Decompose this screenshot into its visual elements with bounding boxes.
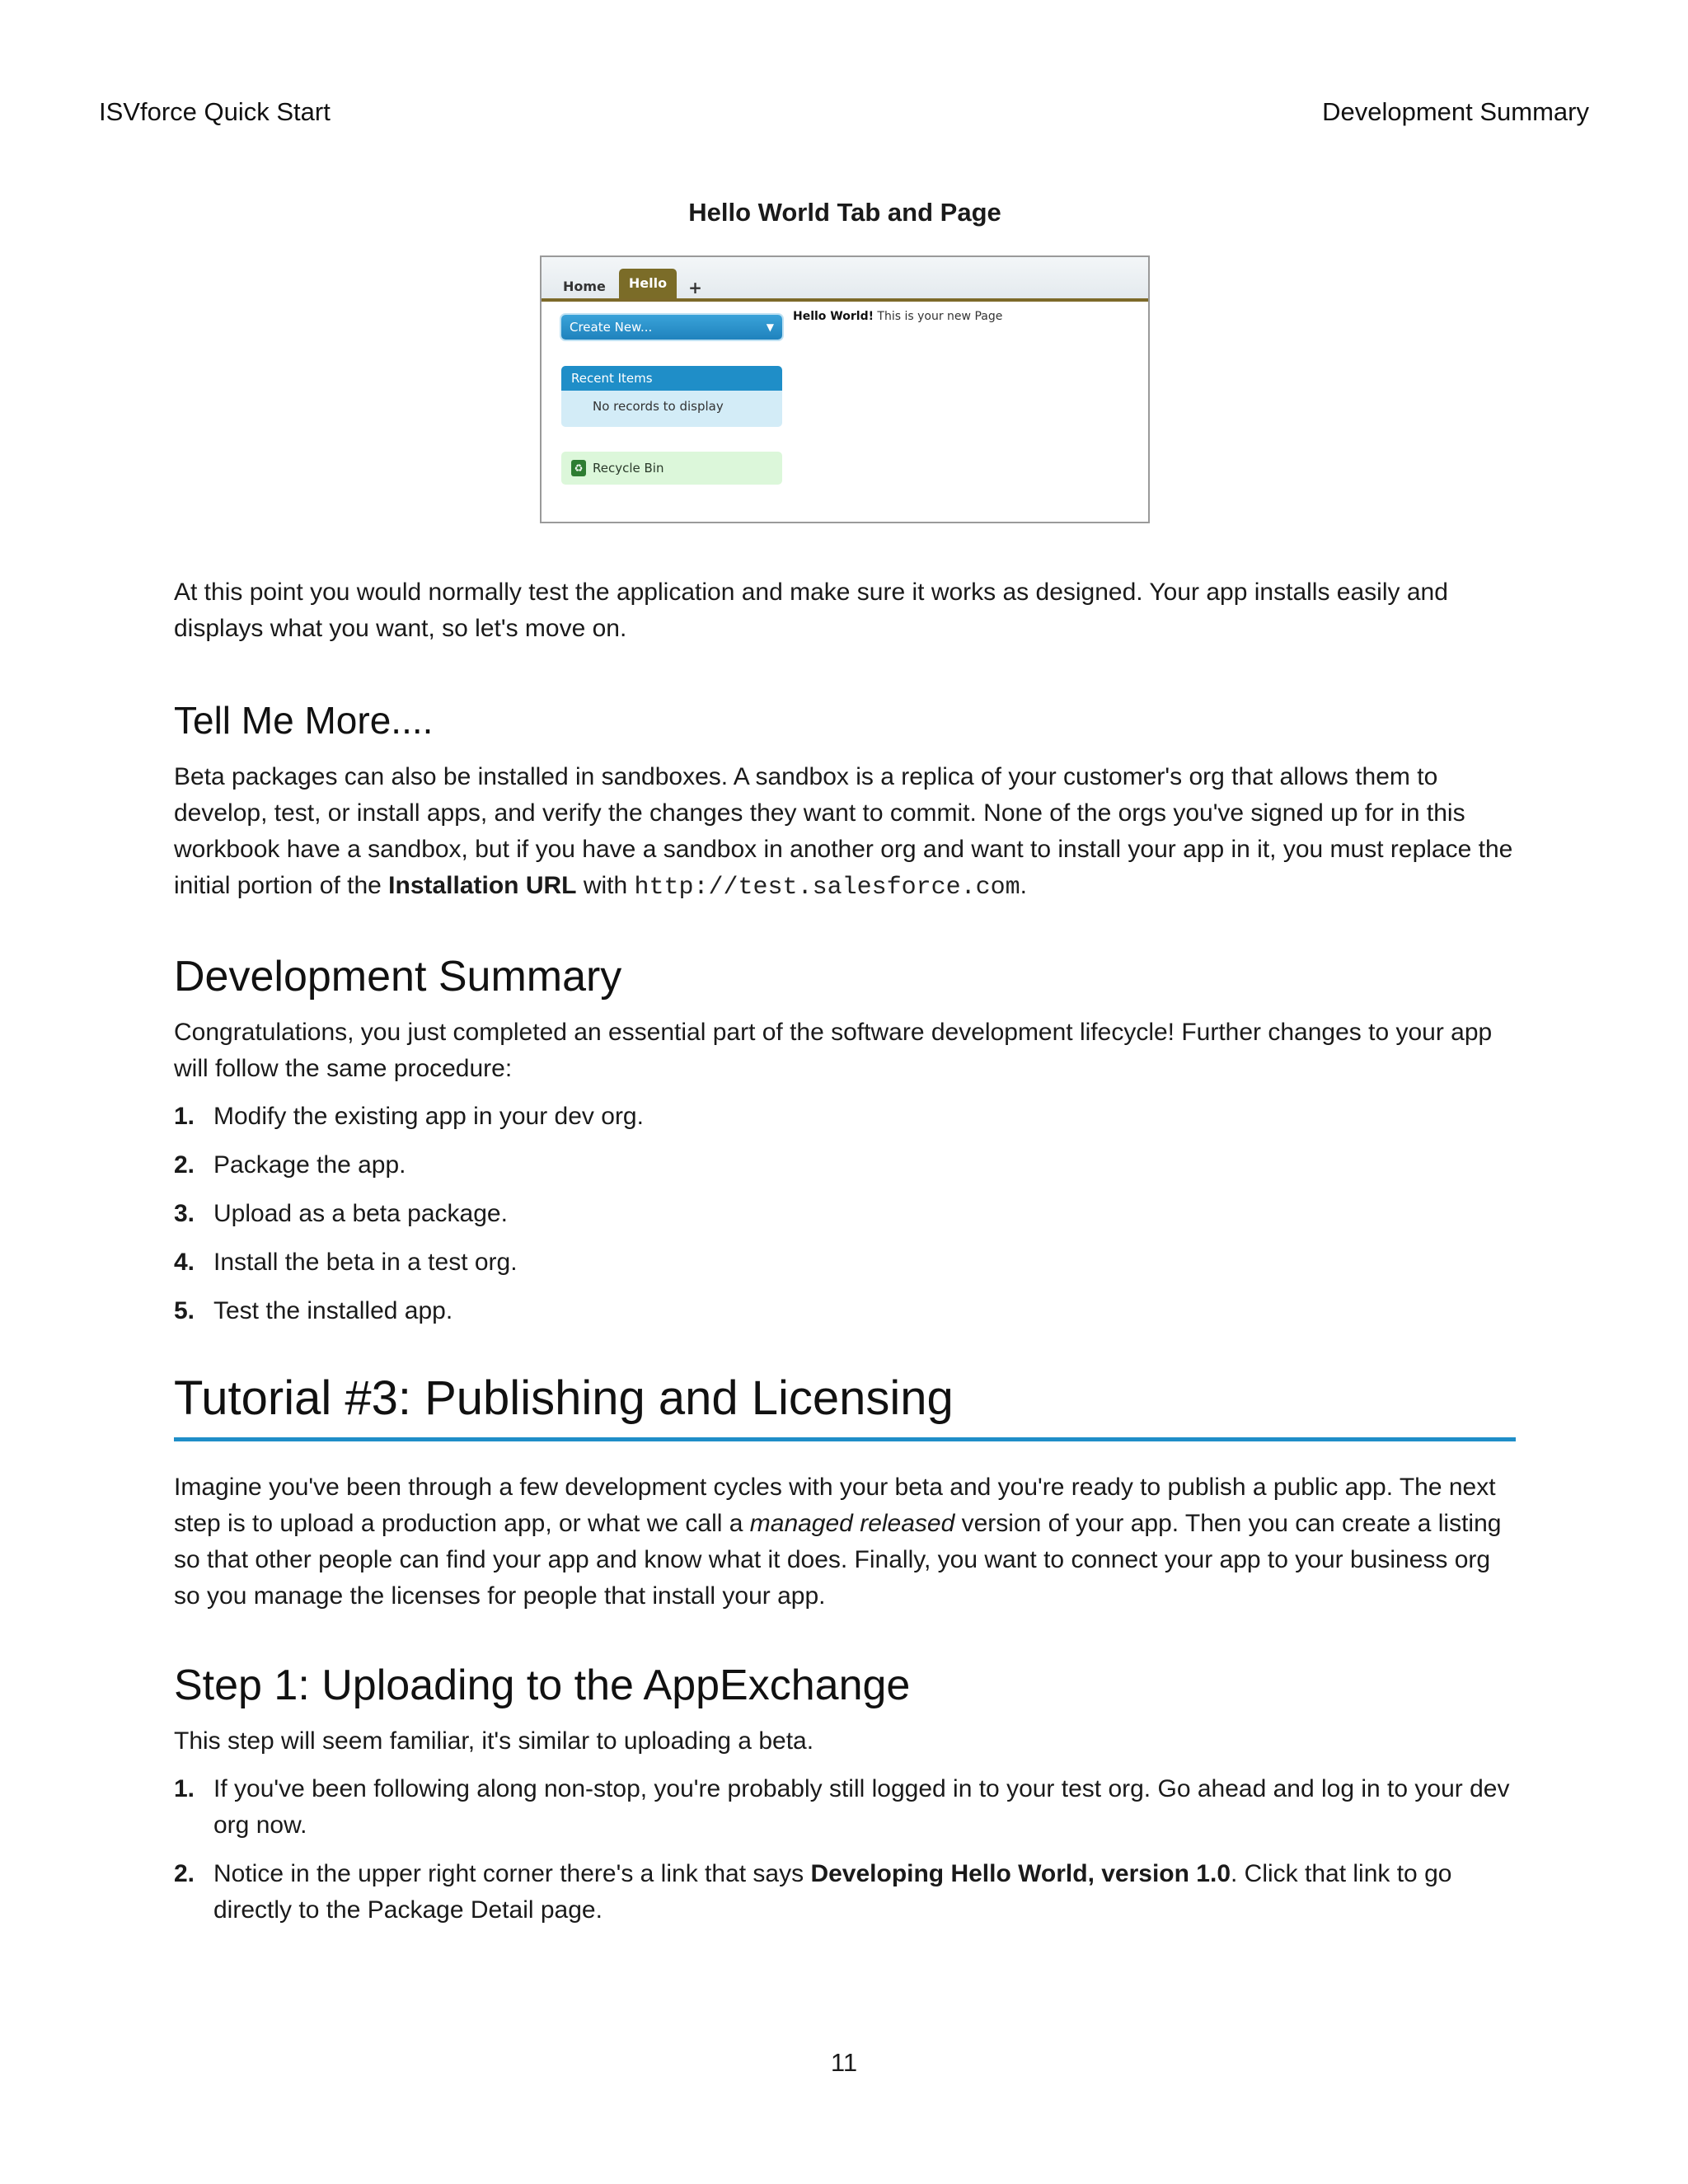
intro-paragraph: At this point you would normally test the application and make sure it works as designed. Your app installs easily and displays what you want, so let's move on. <box>174 579 1448 642</box>
list-item <box>174 1099 1516 1135</box>
text-span: . Click that link to go directly to the Package Detail page. <box>213 1860 1452 1924</box>
recycle-bin-label: Recycle Bin <box>593 461 664 476</box>
list-item <box>174 1196 1516 1232</box>
hello-text: This is your new Page <box>873 310 1003 323</box>
figure <box>174 255 1516 523</box>
list-number: 1. <box>174 1775 195 1802</box>
list-number: 3. <box>174 1200 195 1227</box>
create-new-dropdown <box>561 315 782 340</box>
development-summary-paragraph: Congratulations, you just completed an essential part of the software development lifecycle! Further changes to your app will follow the same procedure: <box>174 1019 1493 1082</box>
list-number: 4. <box>174 1249 195 1276</box>
step1-paragraph: This step will seem familiar, it's similar to uploading a beta. <box>174 1727 814 1755</box>
recent-items-title: Recent Items <box>561 366 782 391</box>
list-text: Package the app. <box>213 1151 406 1179</box>
managed-released-term: managed released <box>749 1510 955 1537</box>
page-body <box>793 310 1002 323</box>
step1-list <box>174 1771 1516 1929</box>
tab-bar <box>542 257 1148 298</box>
header-doc-title: ISVforce Quick Start <box>99 97 331 126</box>
text-span: Imagine you've been through a few development cycles with your beta and you're ready to publish a public app. The next step is to upload a production app, or what we call a <box>174 1474 1496 1537</box>
tell-me-more-heading: Tell Me More.... <box>174 699 434 742</box>
recycle-bin <box>561 452 782 485</box>
sidebar <box>561 315 782 485</box>
figure-caption: Hello World Tab and Page <box>688 198 1001 227</box>
list-item <box>174 1244 1516 1281</box>
sandbox-url-code: http://test.salesforce.com <box>634 874 1020 902</box>
list-number: 2. <box>174 1860 195 1887</box>
hello-bold: Hello World! <box>793 310 874 323</box>
text-span: with <box>576 872 635 899</box>
list-text: Test the installed app. <box>213 1297 453 1324</box>
list-item <box>174 1771 1516 1844</box>
text-span: Notice in the upper right corner there's a link that says <box>213 1860 811 1887</box>
tab-underline <box>542 298 1148 302</box>
text-span: . <box>1020 872 1027 899</box>
recycle-bin-icon: ♻ <box>571 460 586 476</box>
list-text <box>213 1856 1516 1929</box>
page-number: 11 <box>830 2048 858 2077</box>
page-content <box>174 194 1516 1941</box>
list-number: 5. <box>174 1297 195 1324</box>
plus-icon: + <box>688 278 702 298</box>
procedure-list <box>174 1099 1516 1329</box>
list-text: If you've been following along non-stop, you're probably still logged in to your test org. Go ahead and log in to your dev org now. <box>213 1775 1510 1839</box>
recent-items-panel <box>561 366 782 427</box>
list-text: Install the beta in a test org. <box>213 1249 518 1276</box>
list-text: Modify the existing app in your dev org. <box>213 1103 644 1130</box>
tell-me-more-paragraph <box>174 759 1516 906</box>
running-header <box>99 97 1589 127</box>
tab-home: Home <box>563 279 606 294</box>
list-number: 2. <box>174 1151 195 1179</box>
list-item <box>174 1293 1516 1329</box>
tab-hello: Hello <box>619 269 677 299</box>
list-item <box>174 1856 1516 1929</box>
recent-items-empty: No records to display <box>561 391 782 427</box>
installation-url-term: Installation URL <box>388 872 577 899</box>
tutorial-heading: Tutorial #3: Publishing and Licensing <box>174 1371 1516 1441</box>
chevron-down-icon: ▼ <box>766 321 774 333</box>
step1-heading: Step 1: Uploading to the AppExchange <box>174 1661 911 1709</box>
list-text: Upload as a beta package. <box>213 1200 508 1227</box>
list-item <box>174 1147 1516 1183</box>
list-number: 1. <box>174 1103 195 1130</box>
tutorial-paragraph <box>174 1469 1516 1615</box>
create-new-label: Create New... <box>570 320 653 335</box>
development-summary-heading: Development Summary <box>174 953 622 1001</box>
text-span: version of your app. Then you can create a listing so that other people can find your app and know what it does. Finally, you want to connect your app to your business org so you manage the licenses for people that install your app. <box>174 1510 1502 1610</box>
hello-world-screenshot <box>540 255 1150 523</box>
header-section-title: Development Summary <box>1322 97 1589 126</box>
text-span: Beta packages can also be installed in sandboxes. A sandbox is a replica of your customer's org that allows them to develop, test, or install apps, and verify the changes they want to commit. None of the orgs you've signed up for in this workbook have a sandbox, but if you have a sandbox in another org and want to install your app in it, you must replace the initial portion of the <box>174 763 1513 899</box>
developing-link-text: Developing Hello World, version 1.0 <box>810 1860 1231 1887</box>
